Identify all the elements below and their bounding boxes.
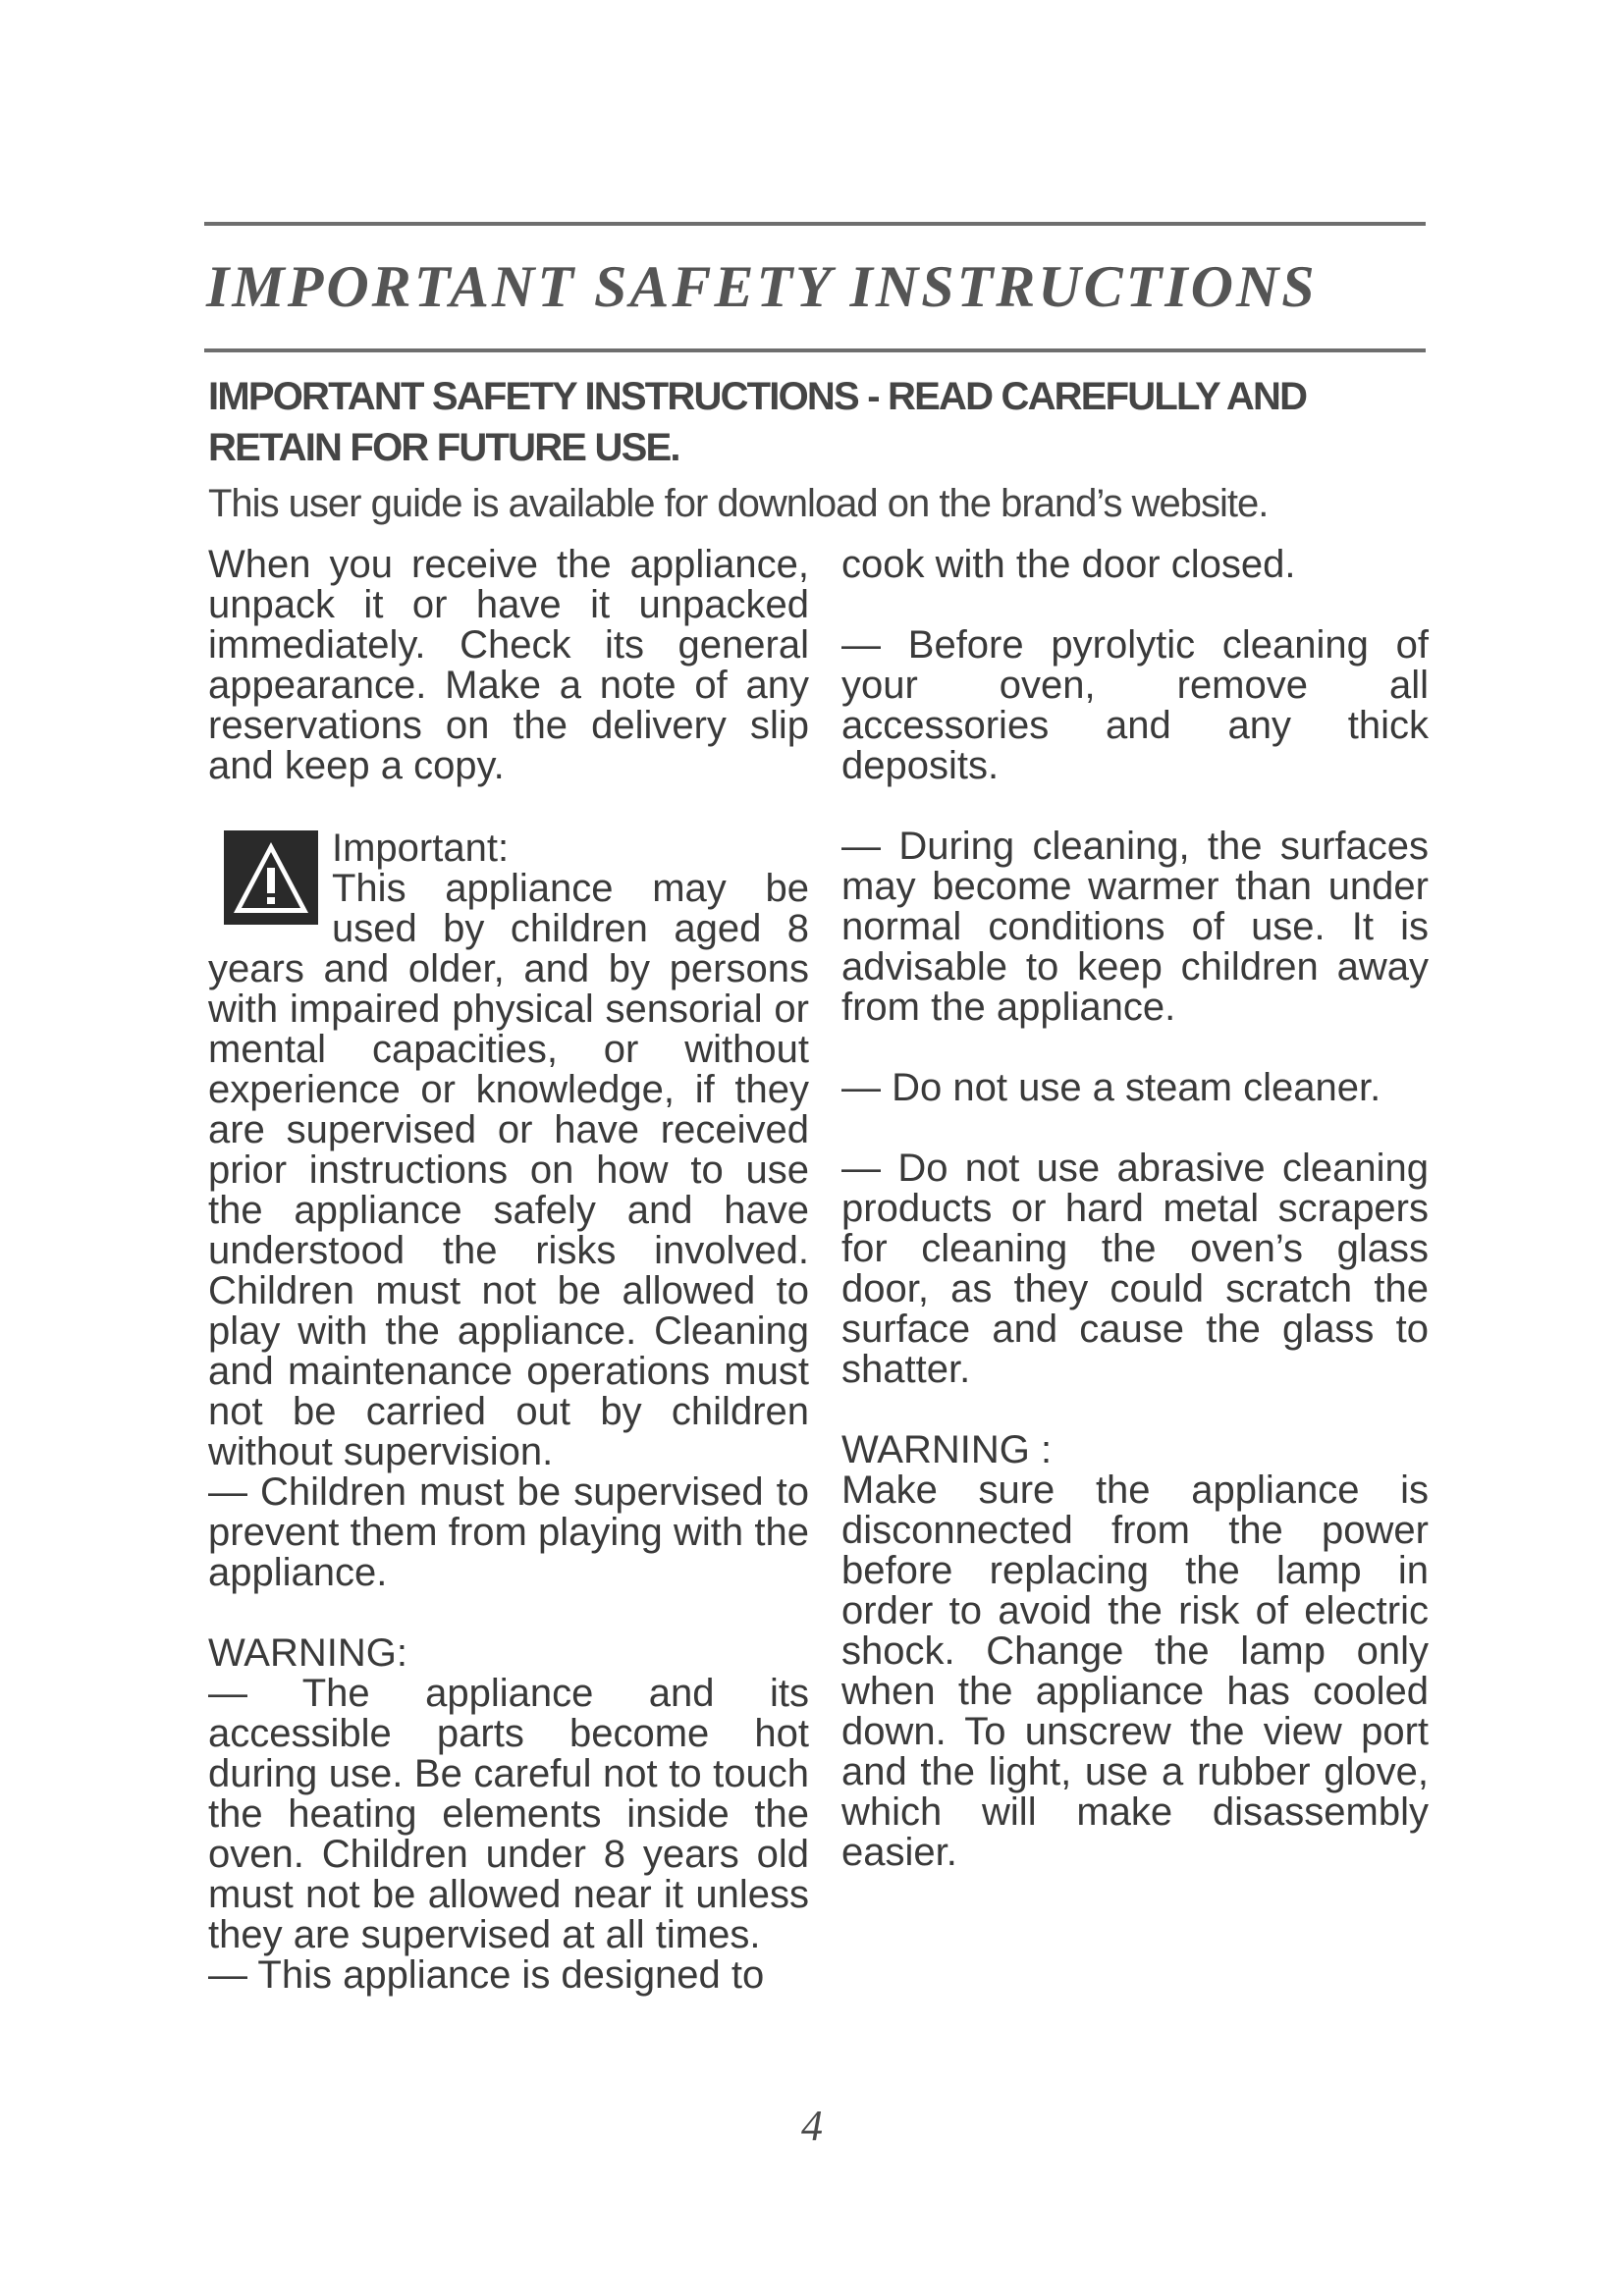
download-note: This user guide is available for download on the brand’s website. [208, 482, 1269, 525]
warning-label-left: WARNING: [208, 1631, 407, 1675]
pyrolytic-note: — Before pyrolytic cleaning of your oven, remove all accessories and any thick deposits. [841, 623, 1429, 787]
warning-label-right: WARNING : [841, 1428, 1053, 1471]
right-column [841, 545, 1429, 1873]
page-number: 4 [801, 2102, 823, 2150]
abrasive-note: — Do not use abrasive cleaning products or hard metal scrapers for cleaning the oven’s glass door, as they could scratch the surface and cause the glass to shatter. [841, 1147, 1429, 1391]
hot-parts-warning: — The appliance and its accessible parts become hot during use. Be careful not to touch the heating elements inside the oven. Children under 8 years old must not be allowed near it unless they are supervised at all times. [208, 1672, 809, 1956]
section-heading: IMPORTANT SAFETY INSTRUCTIONS - READ CAREFULLY AND RETAIN FOR FUTURE USE. [208, 375, 1307, 469]
children-supervised-note: — Children must be supervised to prevent them from playing with the appliance. [208, 1470, 809, 1594]
title-divider [204, 348, 1426, 352]
during-cleaning-note: — During cleaning, the surfaces may become warmer than under normal conditions of use. It is advisable to keep children away from the appliance. [841, 825, 1429, 1029]
warning-triangle-icon [224, 830, 318, 925]
left-column [208, 545, 809, 1996]
designed-to-text: — This appliance is designed to [208, 1953, 765, 1997]
lamp-warning: Make sure the appliance is disconnected from the power before replacing the lamp in order to avoid the risk of electric shock. Change the lamp only when the appliance has cooled down. To unscrew the view port and the light, use a rubber glove, which will make disassembly easier. [841, 1468, 1429, 1874]
receive-paragraph: When you receive the appliance, unpack it or have it unpacked immediately. Check its general appearance. Make a note of any reservations on the delivery slip and keep a copy. [208, 543, 809, 787]
steam-cleaner-note: — Do not use a steam cleaner. [841, 1066, 1381, 1109]
page-title: IMPORTANT SAFETY INSTRUCTIONS [206, 254, 1318, 319]
top-divider [204, 222, 1426, 226]
important-label: Important: [332, 827, 510, 870]
important-text: This appliance may be used by children aged 8 years and older, and by persons with impaired physical sensorial or mental capacities, or without experience or knowledge, if they are supervised or have received prior instructions on how to use the appliance safely and have understood the risks involved. Children must not be allowed to play with the appliance. Cleaning and maintenance operations must not be carried out by children without supervision. [208, 867, 809, 1473]
important-block [208, 827, 809, 1472]
door-closed-text: cook with the door closed. [841, 543, 1296, 586]
